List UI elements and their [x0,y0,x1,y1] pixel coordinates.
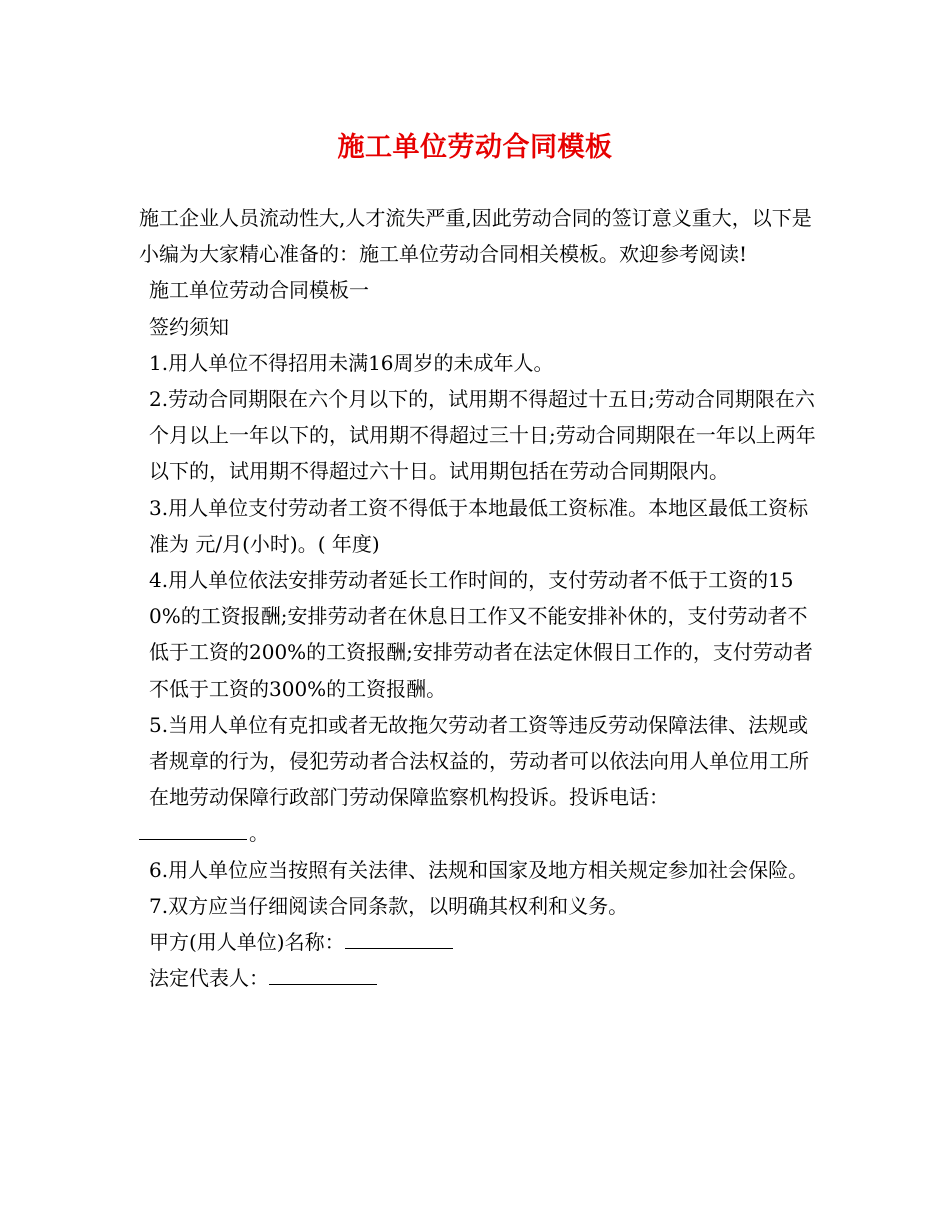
notice-item-4: 4.用人单位依法安排劳动者延长工作时间的，支付劳动者不低于工资的150%的工资报酬;安排劳动者在休息日工作又不能安排补休的，支付劳动者不低于工资的200%的工资报酬;安排劳动者在法定休假日工作的，支付劳动者不低于工资的300%的工资报酬。 [149,568,813,701]
blank-suffix: 。 [249,821,269,846]
notice-item-6: 6.用人单位应当按照有关法律、法规和国家及地方相关规定参加社会保险。 [149,857,809,882]
document-body [139,200,819,996]
party-a-name-blank[interactable] [345,928,453,949]
party-a-label: 甲方(用人单位)名称： [149,930,345,955]
legal-rep-label: 法定代表人： [149,966,269,991]
party-a-line [139,924,819,960]
notice-item-1: 1.用人单位不得招用未满16周岁的未成年人。 [149,350,554,375]
complaint-phone-blank[interactable] [139,819,247,840]
legal-rep-line [139,960,819,996]
section-title: 施工单位劳动合同模板一 [149,278,369,303]
notice-item-3: 3.用人单位支付劳动者工资不得低于本地最低工资标准。本地区最低工资标准为 元/月(小时)。( 年度) [149,495,809,556]
notice-heading: 签约须知 [149,314,229,339]
document-title: 施工单位劳动合同模板 [337,132,613,163]
legal-rep-blank[interactable] [269,964,377,985]
notice-item-7: 7.双方应当仔细阅读合同条款，以明确其权利和义务。 [149,893,629,918]
complaint-phone-line [139,815,819,851]
notice-item-2: 2.劳动合同期限在六个月以下的，试用期不得超过十五日;劳动合同期限在六个月以上一年以下的，试用期不得超过三十日;劳动合同期限在一年以上两年以下的，试用期不得超过六十日。试用期包括在劳动合同期限内。 [149,387,816,484]
notice-item-5: 5.当用人单位有克扣或者无故拖欠劳动者工资等违反劳动保障法律、法规或者规章的行为，侵犯劳动者合法权益的，劳动者可以依法向用人单位用工所在地劳动保障行政部门劳动保障监察机构投诉。投诉电话： [149,712,809,810]
intro-paragraph: 施工企业人员流动性大,人才流失严重,因此劳动合同的签订意义重大，以下是小编为大家精心准备的：施工单位劳动合同相关模板。欢迎参考阅读! [139,206,812,267]
